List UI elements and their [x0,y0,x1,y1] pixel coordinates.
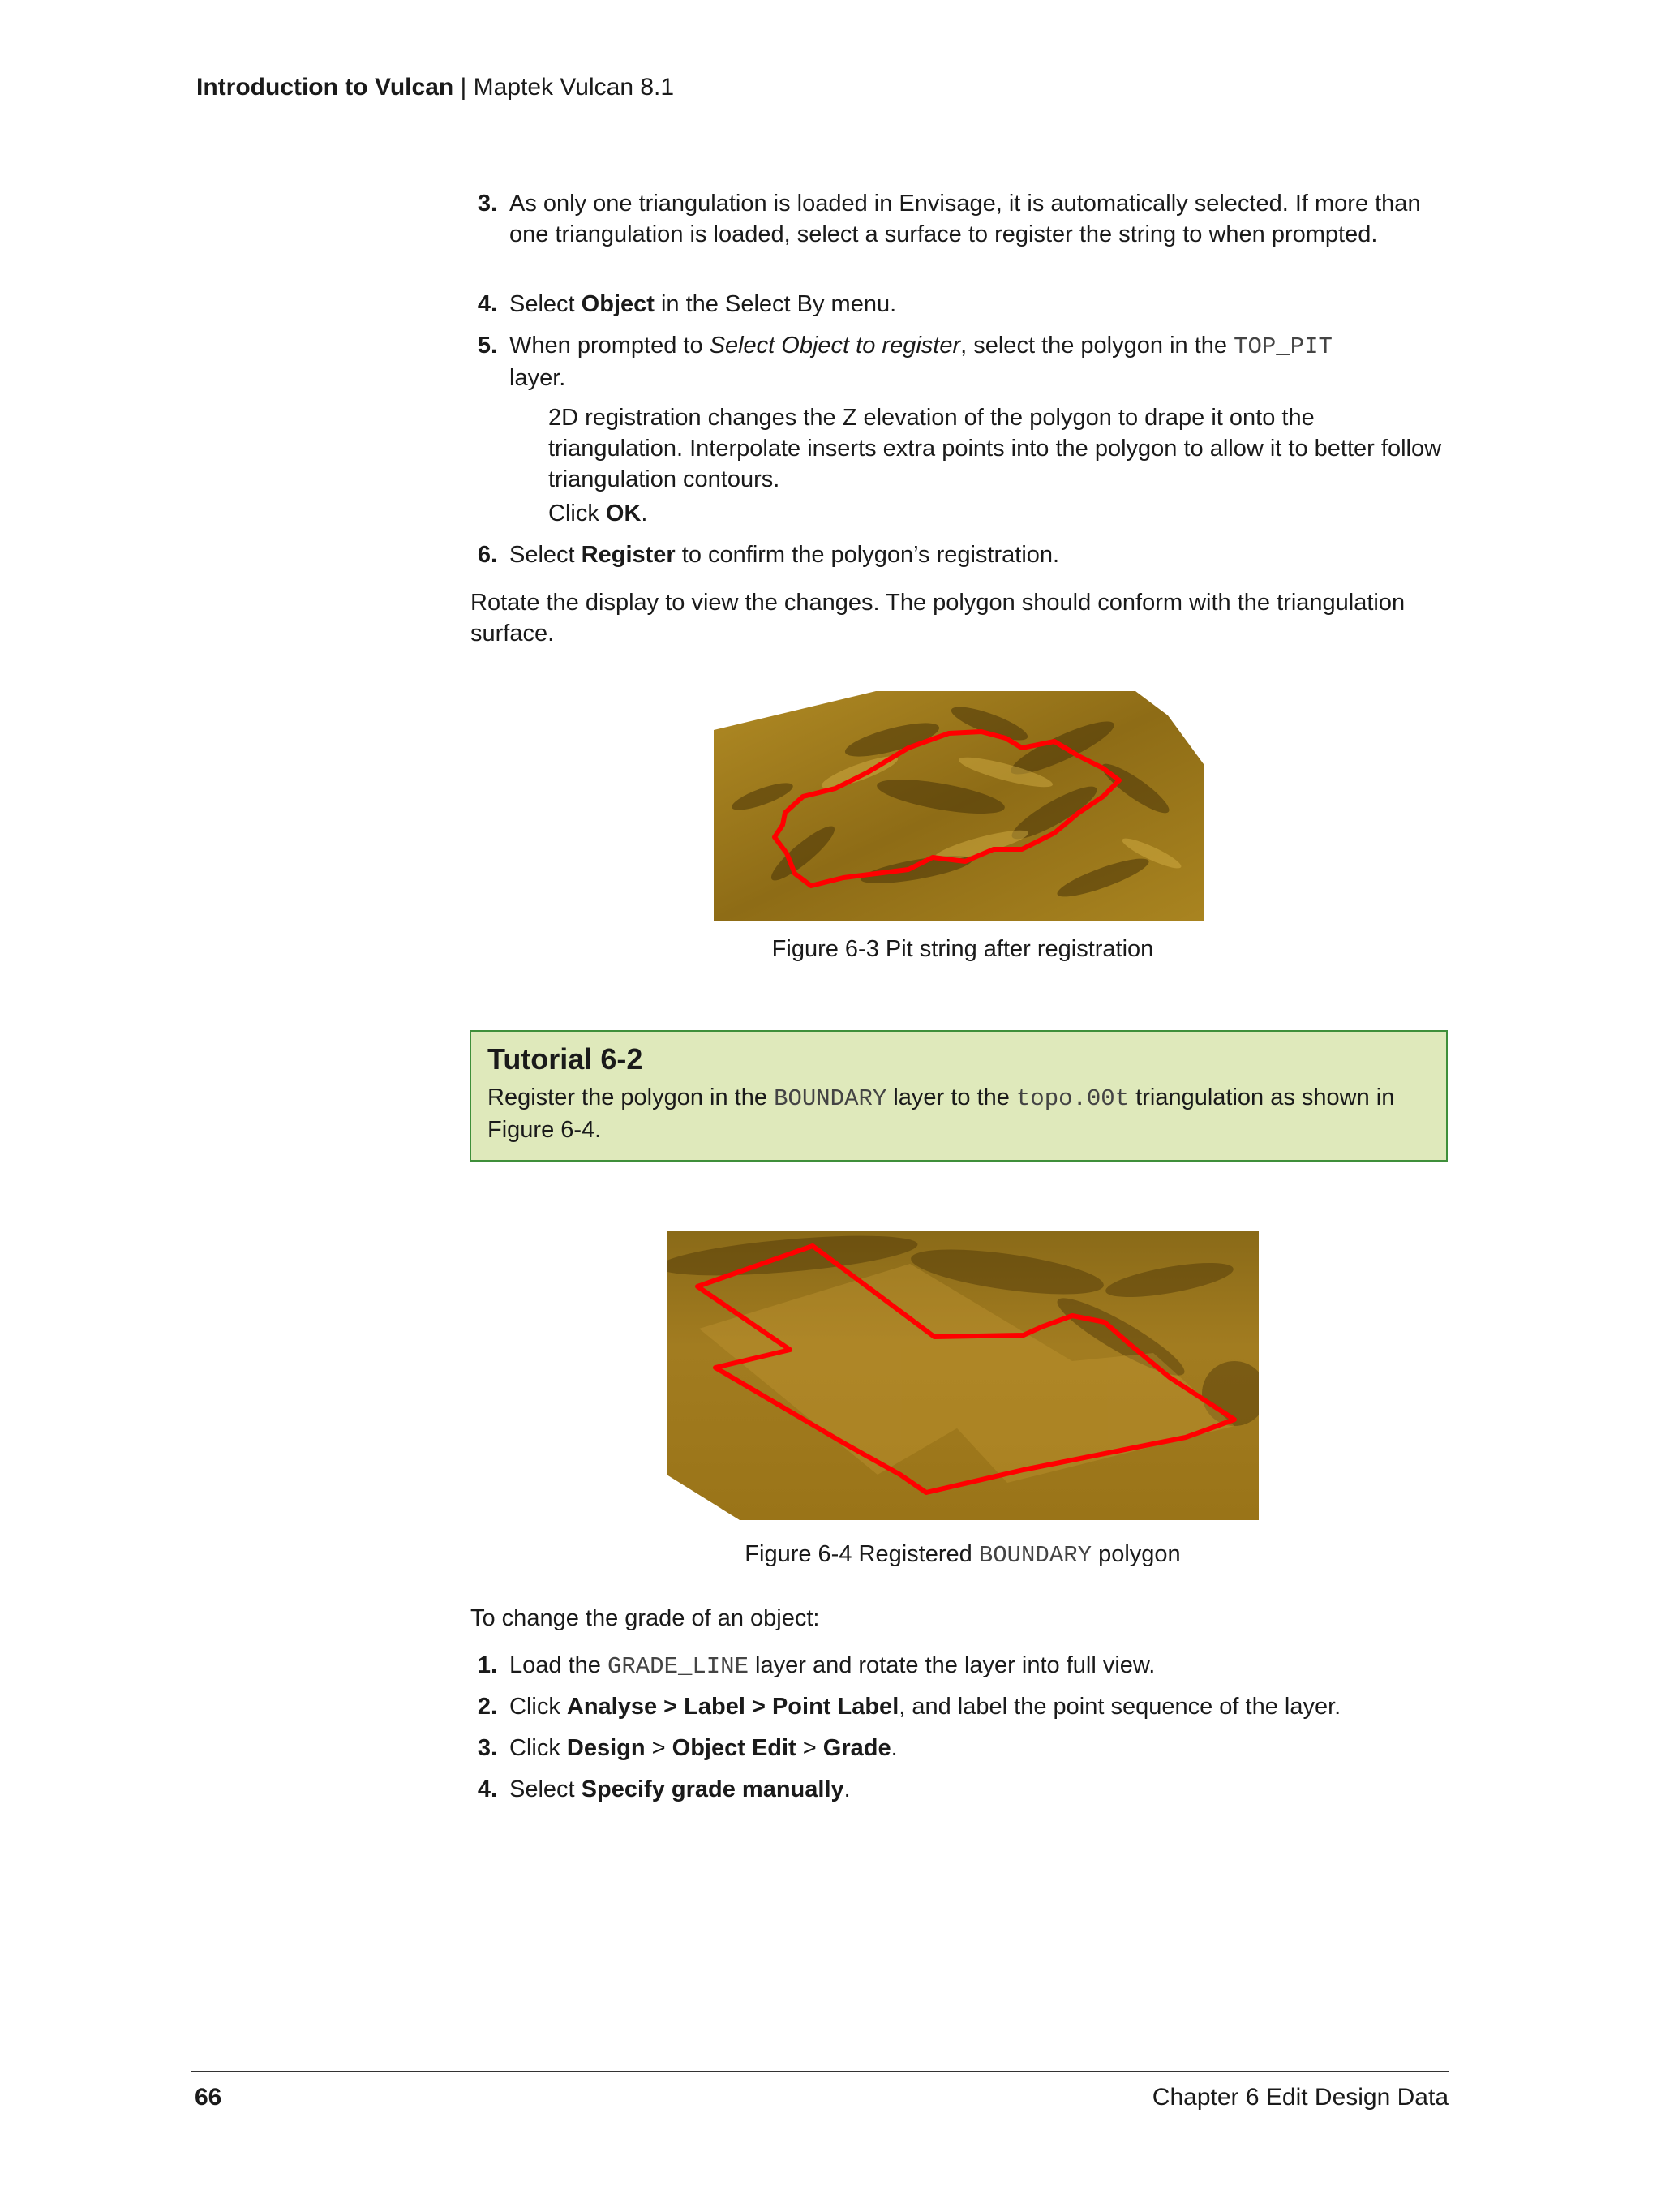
step-number: 4. [477,1776,497,1802]
step-bold: Register [581,542,676,568]
step-number: 5. [477,333,497,359]
figure-boundary-terrain [667,1231,1259,1520]
body-paragraph: To change the grade of an object: [470,1605,820,1631]
step-text: Select [509,1776,582,1802]
list-item [477,1733,1455,1763]
header-title-rest: Maptek Vulcan 8.1 [473,74,675,101]
list-item [477,289,1455,320]
tutorial-text-part: triangulation as shown in Figure 6-4. [487,1085,1395,1143]
layer-code: TOP_PIT [1234,333,1333,360]
list-item [477,539,1455,570]
layer-code: BOUNDARY [978,1542,1092,1569]
step-number: 6. [477,542,497,568]
step-text: Click [548,500,606,526]
footer-divider [191,2071,1449,2072]
step-text: , select the polygon in the [960,333,1234,359]
step-number: 3. [477,191,497,217]
step-text: Select [509,291,582,317]
step-number: 1. [477,1652,497,1678]
list-item [477,1691,1455,1722]
step-click [548,498,1455,529]
step-note: 2D registration changes the Z elevation of the polygon to drape it onto the triangulation. Interpolate inserts extra points into the polygon to allow it to better follow triangulation contours. [548,405,1442,492]
step-bold: Grade [822,1735,891,1761]
file-code: topo.00t [1015,1085,1130,1112]
layer-code: GRADE_LINE [607,1653,749,1680]
figure-caption [470,1539,1455,1571]
step-text: . [843,1776,851,1802]
step-text: Click [509,1735,567,1761]
list-item [477,188,1455,250]
step-text: When prompted to [509,333,710,359]
step-italic: Select Object to register [709,333,961,359]
step-text: in the Select By menu. [654,291,897,317]
step-bold: OK [605,500,642,526]
step-text: Load the [509,1652,607,1678]
tutorial-box [470,1030,1448,1162]
step-bold: Specify grade manually [581,1776,844,1802]
tutorial-text [487,1082,1430,1145]
step-text: . [641,500,648,526]
list-item [477,1774,1455,1805]
step-number: 3. [477,1735,497,1761]
step-text: Select [509,542,582,568]
page-number: 66 [195,2084,222,2111]
caption-text: Figure 6-4 Registered [745,1541,979,1567]
caption-text: polygon [1092,1541,1181,1567]
step-bold: Design [566,1735,646,1761]
step-text: , and label the point sequence of the layer. [899,1694,1341,1720]
step-bold: Object [581,291,655,317]
step-bold: Object Edit [672,1735,796,1761]
tutorial-text-part: Register the polygon in the [487,1085,775,1110]
footer-chapter: Chapter 6 Edit Design Data [1152,2084,1449,2111]
header-title-bold: Introduction to Vulcan [196,74,454,101]
step-bold: Analyse > Label > Point Label [566,1694,899,1720]
layer-code: BOUNDARY [774,1085,887,1112]
step-text: layer. [509,365,566,391]
tutorial-title: Tutorial 6-2 [487,1042,643,1076]
step-text: . [891,1735,898,1761]
running-header [196,71,674,104]
list-item [477,330,1455,393]
list-item [477,1650,1455,1682]
step-text: As only one triangulation is loaded in Envisage, it is automatically selected. If more than one triangulation is loaded, select a surface to register the string to when prompted. [509,191,1421,247]
step-text: to confirm the polygon’s registration. [675,542,1060,568]
body-paragraph: Rotate the display to view the changes. The polygon should conform with the triangulation surface. [470,590,1406,646]
tutorial-text-part: layer to the [886,1085,1016,1110]
figure-pit-terrain [714,691,1204,921]
step-number: 4. [477,291,497,317]
header-separator: | [453,74,474,101]
step-number: 2. [477,1694,497,1720]
step-text: layer and rotate the layer into full view. [748,1652,1156,1678]
step-text: > [645,1735,672,1761]
figure-caption: Figure 6-3 Pit string after registration [771,936,1154,962]
step-text: > [796,1735,823,1761]
step-text: Click [509,1694,567,1720]
